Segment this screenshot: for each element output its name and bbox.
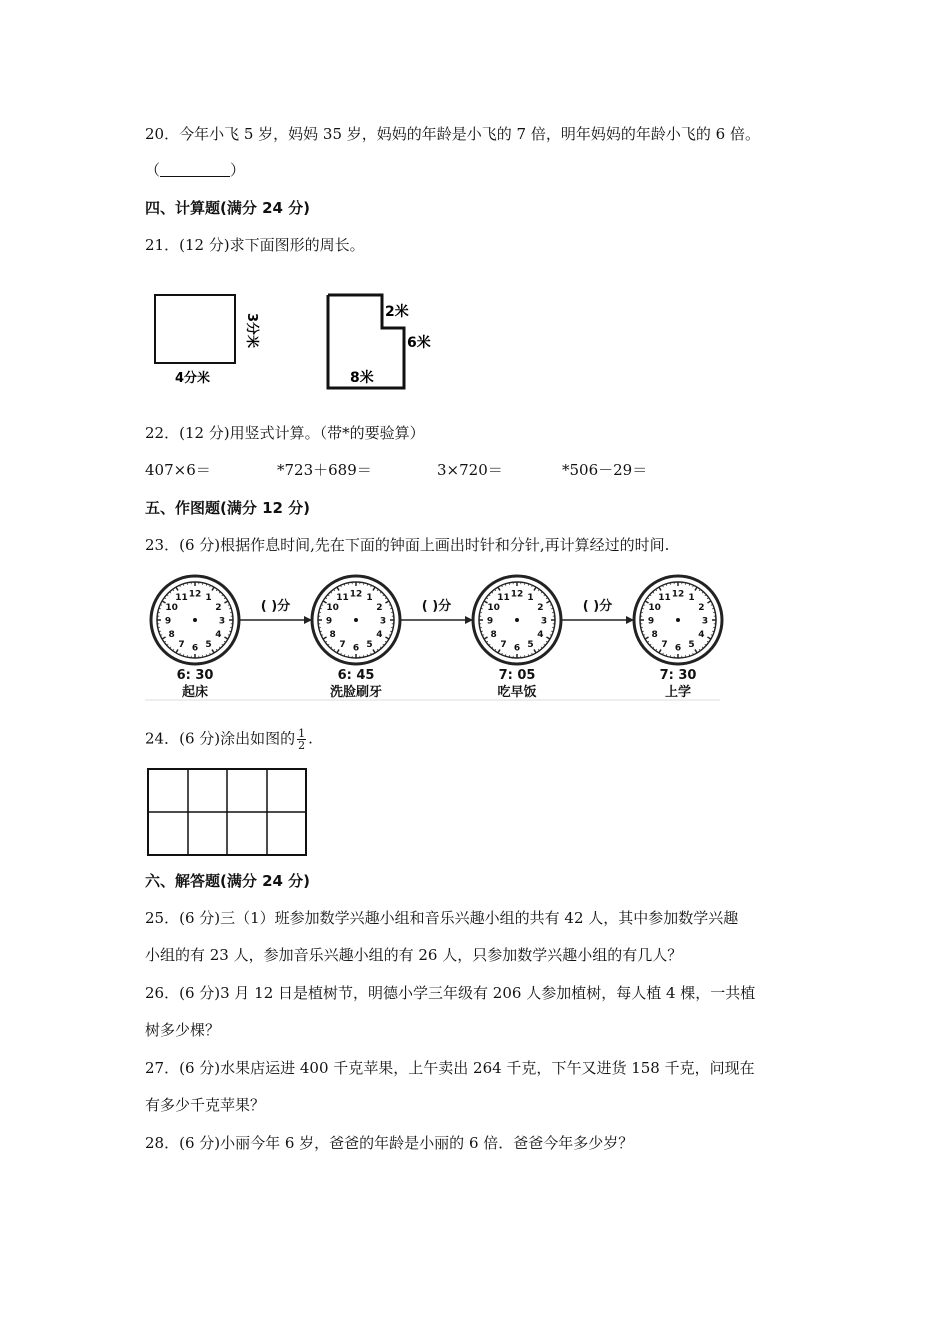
- q28-text: 28．(6 分)小丽今年 6 岁，爸爸的年龄是小丽的 6 倍．爸爸今年多少岁？: [145, 1134, 634, 1152]
- clock-tick: [541, 592, 542, 593]
- clock-tick: [337, 587, 339, 590]
- clock-numeral: 11: [175, 593, 188, 604]
- q24-text-after: .: [308, 729, 313, 748]
- q22-text: 22．(12 分)用竖式计算。（带*的要验算）: [145, 424, 425, 442]
- clock-tick: [534, 587, 536, 590]
- clock-time-label: 7: 05: [498, 668, 536, 683]
- clock-numeral: 2: [537, 603, 544, 613]
- clock-tick: [702, 592, 703, 593]
- q23-clock-strip: [145, 572, 720, 702]
- clock-numeral: 10: [326, 603, 339, 613]
- duration-blank-label: ( )分: [582, 599, 613, 614]
- clock-numeral: 9: [325, 616, 333, 627]
- q24-text-before: 24．(6 分)涂出如图的: [145, 729, 296, 748]
- clock-numeral: 1: [527, 593, 534, 604]
- section-6-title: 六、解答题(满分 24 分): [145, 872, 311, 890]
- clock-tick: [702, 647, 703, 648]
- duration-blank-label: ( )分: [260, 599, 291, 614]
- q23-text: 23．(6 分)根据作息时间,先在下面的钟面上画出时针和分针,再计算经过的时间.: [145, 536, 670, 554]
- clock-numeral: 9: [647, 616, 655, 627]
- shape-bottom-label: 8米: [350, 370, 374, 386]
- clock-center-dot: [676, 618, 680, 622]
- rectangle-figure: [155, 295, 235, 363]
- clock-tick: [486, 598, 488, 599]
- clock-tick: [173, 649, 174, 651]
- clock-tick: [695, 649, 697, 652]
- clock-tick: [334, 589, 335, 591]
- clock-numeral: 5: [366, 639, 373, 650]
- clock-tick: [656, 649, 657, 651]
- frac-numerator: 1: [298, 727, 306, 740]
- clock-numeral: 1: [366, 593, 373, 604]
- q25-line-1: 25．(6 分)三（1）班参加数学兴趣小组和音乐兴趣小组的共有 42 人，其中参加数学兴趣: [145, 909, 739, 927]
- shape-top-label: 2米: [385, 304, 409, 320]
- clock-numeral: 10: [648, 603, 661, 613]
- clock-tick: [705, 644, 706, 645]
- clock-numeral: 3: [701, 616, 709, 627]
- q24-grid[interactable]: [147, 768, 309, 858]
- clock-tick: [164, 598, 166, 599]
- q20-answer-blank[interactable]: [145, 160, 245, 180]
- q20-paren-close: ）: [230, 161, 246, 179]
- calc-item-4: *506－29＝: [562, 461, 648, 479]
- clock-tick: [538, 649, 539, 651]
- clock-tick: [224, 641, 226, 642]
- clock-tick: [167, 595, 168, 596]
- clock-tick: [212, 649, 214, 652]
- clock-numeral: 6: [674, 643, 682, 654]
- clock-tick: [707, 601, 710, 603]
- clock-tick: [224, 598, 226, 599]
- clock-center-dot: [354, 618, 358, 622]
- clock-tick: [659, 587, 661, 590]
- clock-activity-label: 上学: [664, 685, 692, 700]
- clock-numeral: 6: [191, 643, 199, 654]
- clock-tick: [647, 641, 649, 642]
- clock-numeral: 2: [698, 603, 705, 613]
- clock-tick: [546, 641, 548, 642]
- clock-tick: [222, 595, 223, 596]
- clock-tick: [162, 637, 165, 639]
- clock-tick: [695, 587, 697, 590]
- q24-text: [145, 728, 313, 751]
- clock-tick: [383, 595, 384, 596]
- clock-numeral: 7: [661, 639, 668, 650]
- clock-numeral: 9: [486, 616, 494, 627]
- clock-tick: [176, 587, 178, 590]
- clock-tick: [650, 595, 651, 596]
- clock-tick: [385, 598, 387, 599]
- clock-tick: [331, 647, 332, 648]
- clock-numeral: 12: [349, 589, 363, 600]
- clock-tick: [492, 592, 493, 593]
- clock-tick: [495, 589, 496, 591]
- clock-tick: [222, 644, 223, 645]
- calc-item-1: 407×6＝: [145, 461, 211, 479]
- frac-denominator: 2: [298, 739, 306, 752]
- clock-tick: [495, 649, 496, 651]
- rect-width-label: 4分米: [175, 371, 211, 386]
- clock-tick: [546, 601, 549, 603]
- clock-numeral: 4: [537, 630, 544, 640]
- clock-tick: [173, 589, 174, 591]
- clock-numeral: 11: [658, 593, 671, 604]
- answer-blank-line[interactable]: [160, 162, 230, 177]
- section-4-title: 四、计算题(满分 24 分): [145, 199, 311, 217]
- clock-tick: [377, 589, 378, 591]
- one-half-fraction: [297, 728, 306, 751]
- clock-tick: [538, 589, 539, 591]
- clock-tick: [216, 589, 217, 591]
- rect-height-label: 3分米: [244, 313, 259, 349]
- q26-line-1: 26．(6 分)3 月 12 日是植树节，明德小学三年级有 206 人参加植树，每人植 4 棵，一共植: [145, 984, 756, 1002]
- clock-numeral: 2: [215, 603, 222, 613]
- clock-numeral: 5: [527, 639, 534, 650]
- clock-numeral: 7: [178, 639, 185, 650]
- clock-tick: [380, 592, 381, 593]
- q27-line-1: 27．(6 分)水果店运进 400 千克苹果，上午卖出 264 千克，下午又进货 158 千克，问现在: [145, 1059, 755, 1077]
- clock-tick: [219, 592, 220, 593]
- clock-tick: [498, 587, 500, 590]
- clock-tick: [707, 637, 710, 639]
- clock-numeral: 12: [671, 589, 685, 600]
- clock-2[interactable]: [312, 576, 400, 700]
- clock-tick: [486, 641, 488, 642]
- clock-tick: [224, 637, 227, 639]
- clock-numeral: 1: [205, 593, 212, 604]
- clock-numeral: 8: [168, 630, 175, 640]
- clock-numeral: 3: [540, 616, 548, 627]
- clock-numeral: 12: [510, 589, 524, 600]
- clock-numeral: 11: [336, 593, 349, 604]
- section-5-title: 五、作图题(满分 12 分): [145, 499, 311, 517]
- clock-tick: [323, 637, 326, 639]
- clock-tick: [331, 592, 332, 593]
- clock-numeral: 6: [513, 643, 521, 654]
- clock-tick: [385, 641, 387, 642]
- clock-tick: [219, 647, 220, 648]
- clock-tick: [212, 587, 214, 590]
- shape-right-label: 6米: [407, 335, 431, 351]
- clock-tick: [328, 644, 329, 645]
- clock-time-label: 7: 30: [659, 668, 697, 683]
- clock-numeral: 1: [688, 593, 695, 604]
- clock-tick: [164, 641, 166, 642]
- clock-numeral: 4: [698, 630, 705, 640]
- clock-tick: [653, 647, 654, 648]
- clock-numeral: 2: [376, 603, 383, 613]
- clock-numeral: 4: [376, 630, 383, 640]
- clock-tick: [170, 647, 171, 648]
- clock-numeral: 8: [490, 630, 497, 640]
- clock-tick: [699, 589, 700, 591]
- duration-arrow-3: [561, 598, 634, 624]
- q25-line-2: 小组的有 23 人，参加音乐兴趣小组的有 26 人，只参加数学兴趣小组的有几人？: [145, 946, 683, 964]
- clock-numeral: 11: [497, 593, 510, 604]
- calc-item-3: 3×720＝: [437, 461, 503, 479]
- clock-tick: [489, 595, 490, 596]
- clock-tick: [656, 589, 657, 591]
- clock-tick: [546, 598, 548, 599]
- clock-tick: [541, 647, 542, 648]
- clock-center-dot: [515, 618, 519, 622]
- clock-tick: [659, 649, 661, 652]
- clock-numeral: 4: [215, 630, 222, 640]
- clock-center-dot: [193, 618, 197, 622]
- clock-numeral: 6: [352, 643, 360, 654]
- clock-4[interactable]: [634, 576, 722, 700]
- clock-numeral: 12: [188, 589, 202, 600]
- clock-3[interactable]: [473, 576, 561, 700]
- clock-tick: [380, 647, 381, 648]
- clock-tick: [653, 592, 654, 593]
- clock-tick: [337, 649, 339, 652]
- clock-tick: [325, 598, 327, 599]
- clock-activity-label: 洗脸刷牙: [329, 685, 383, 700]
- clock-tick: [373, 649, 375, 652]
- clock-numeral: 5: [205, 639, 212, 650]
- clock-tick: [373, 587, 375, 590]
- clock-tick: [385, 601, 388, 603]
- clock-tick: [645, 637, 648, 639]
- clock-activity-label: 吃早饭: [497, 685, 537, 700]
- clock-tick: [489, 644, 490, 645]
- clock-tick: [484, 637, 487, 639]
- clock-tick: [170, 592, 171, 593]
- clock-numeral: 7: [500, 639, 507, 650]
- clock-numeral: 8: [329, 630, 336, 640]
- q27-line-2: 有多少千克苹果？: [145, 1096, 266, 1114]
- q20-paren-open: （: [145, 161, 161, 179]
- clock-tick: [650, 644, 651, 645]
- clock-tick: [224, 601, 227, 603]
- duration-arrow-2: [400, 598, 473, 624]
- clock-numeral: 5: [688, 639, 695, 650]
- clock-tick: [383, 644, 384, 645]
- clock-tick: [534, 649, 536, 652]
- clock-1[interactable]: [151, 576, 239, 700]
- clock-activity-label: 起床: [181, 685, 209, 700]
- clock-tick: [216, 649, 217, 651]
- clock-time-label: 6: 30: [176, 668, 214, 683]
- clock-tick: [334, 649, 335, 651]
- duration-arrow-1: [239, 598, 312, 624]
- clock-tick: [705, 595, 706, 596]
- calc-item-2: *723＋689＝: [277, 461, 372, 479]
- clock-numeral: 10: [487, 603, 500, 613]
- clock-numeral: 8: [651, 630, 658, 640]
- clock-tick: [647, 598, 649, 599]
- clock-tick: [176, 649, 178, 652]
- q21-text: 21．(12 分)求下面图形的周长。: [145, 236, 365, 254]
- clock-tick: [167, 644, 168, 645]
- clock-tick: [544, 595, 545, 596]
- clock-tick: [377, 649, 378, 651]
- q26-line-2: 树多少棵？: [145, 1021, 221, 1039]
- clock-tick: [492, 647, 493, 648]
- clock-time-label: 6: 45: [337, 668, 375, 683]
- clock-tick: [385, 637, 388, 639]
- clock-tick: [328, 595, 329, 596]
- clock-tick: [699, 649, 700, 651]
- duration-blank-label: ( )分: [421, 599, 452, 614]
- clock-tick: [325, 641, 327, 642]
- clock-tick: [707, 641, 709, 642]
- clock-numeral: 7: [339, 639, 346, 650]
- clock-numeral: 3: [218, 616, 226, 627]
- clock-numeral: 10: [165, 603, 178, 613]
- clock-tick: [546, 637, 549, 639]
- clock-numeral: 3: [379, 616, 387, 627]
- clock-tick: [498, 649, 500, 652]
- clock-tick: [707, 598, 709, 599]
- clock-numeral: 9: [164, 616, 172, 627]
- q20-text: 20．今年小飞 5 岁，妈妈 35 岁，妈妈的年龄是小飞的 7 倍，明年妈妈的年龄小飞的 6 倍。: [145, 125, 760, 143]
- clock-tick: [544, 644, 545, 645]
- q21-figures: [145, 285, 445, 395]
